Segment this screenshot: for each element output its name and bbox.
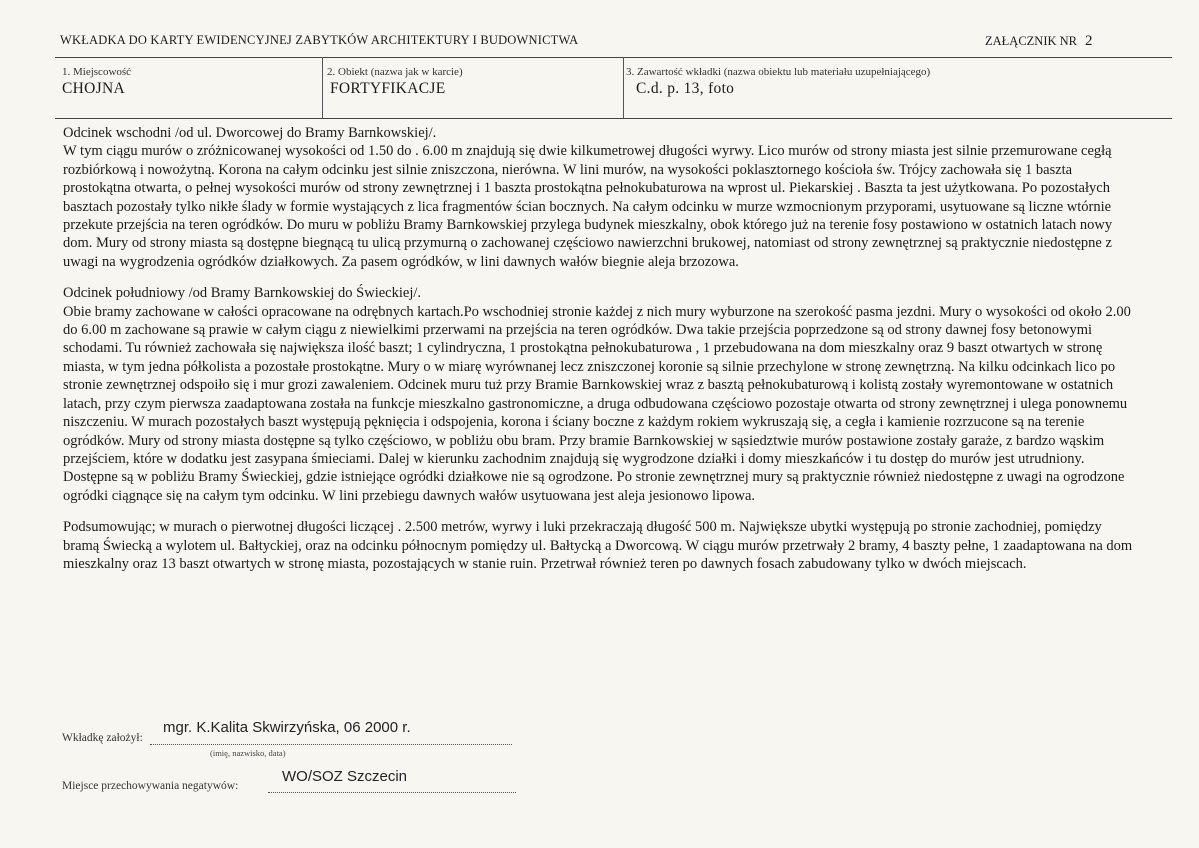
header-bottom-rule xyxy=(55,118,1172,119)
section-heading-south: Odcinek południowy /od Bramy Barnkowskiej do Świeckiej/. xyxy=(63,285,422,302)
document-body xyxy=(63,124,1135,586)
field-value-locality: CHOJNA xyxy=(62,80,125,97)
field-label-contents: 3. Zawartość wkładki (nazwa obiektu lub materiału uzupełniającego) xyxy=(626,66,931,78)
section-text-south: Obie bramy zachowane w całości opracowane na odrębnych kartach.Po wschodniej stronie każdej z nich mury wyburzone na szerokość pasma jezdni. Mury o wysokości od około 2.00 do 6.00 m zachowane są prawie w całym ciągu z niewielkimi przerwami na przejścia na teren ogródków. Dwa takie przejścia poprzedzone są od strony dawnej fosy betonowymi schodami. Tu również zachowała się największa ilość baszt; 1 cylindryczna, 1 prostokątna pełnokubaturowa , 1 przebudowana na dom mieszkalny oraz 9 baszt otwartych w stronę miasta, w tym jedna półkolista a pozostałe prostokątne. Mury o w miarę wyrównanej lecz zniszczonej koronie są silnie przechylone w stronę zewnętrzną. Na kilku odcinkach lico po stronie zewnętrznej odspoiło się i mur grozi zawaleniem. Odcinek muru tuż przy Bramie Barnkowskiej wraz z basztą pełnokubaturową i kolistą zostały wyremontowane w ostatnich latach, przy czym pierwsza zaadaptowana została na funkcje mieszkalno gastronomiczne, a druga odbudowana częściowo pozostaje otwarta od strony zewnętrznej i ulega ponownemu niszczeniu. W murach pozostałych baszt występują pęknięcia i odspojenia, korona i ściany boczne z każdym rokiem wykruszają się, a cegła i kamienie rozrzucone są na terenie ogródków. Mury od strony miasta dostępne są tylko częściowo, w pobliżu obu bram. Przy bramie Barnkowskiej w sąsiedztwie murów postawione zostały garaże, z bardzo wąskim przejściem, które w dodatku jest zasypana śmieciami. Dalej w kierunku zachodnim znajdują się wygrodzone działki i domy mieszkańców i tu dostęp do murów jest utrudniony. Dostępne są w pobliżu Bramy Świeckiej, gdzie istniejące ogródki działkowe nie są ogrodzone. Po stronie zewnętrznej mury są praktycznie również niedostępne z uwagi na ogrodzone ogródki ciągnące się na całym tym odcinku. W lini przebiegu dawnych wałów usytuowana jest aleja jesionowo lipowa. xyxy=(63,303,1131,504)
section-heading-east: Odcinek wschodni /od ul. Dworcowej do Bramy Barnkowskiej/. xyxy=(63,125,437,141)
author-dotted-line xyxy=(150,744,512,745)
field-label-locality: 1. Miejscowość xyxy=(62,66,132,78)
attachment-number xyxy=(985,33,1093,50)
storage-label: Miejsce przechowywania negatywów: xyxy=(62,780,239,792)
attachment-number-value: 2 xyxy=(1085,33,1093,49)
storage-value: WO/SOZ Szczecin xyxy=(282,768,408,785)
document-title: WKŁADKA DO KARTY EWIDENCYJNEJ ZABYTKÓW ARCHITEKTURY I BUDOWNICTWA xyxy=(60,33,579,47)
field-divider-2 xyxy=(623,57,624,118)
header-top-rule xyxy=(55,57,1172,58)
field-label-object: 2. Obiekt (nazwa jak w karcie) xyxy=(327,66,463,78)
field-value-contents: C.d. p. 13, foto xyxy=(636,80,735,97)
author-value: mgr. K.Kalita Skwirzyńska, 06 2000 r. xyxy=(163,719,411,736)
author-label: Wkładkę założył: xyxy=(62,732,143,744)
field-divider-1 xyxy=(322,57,323,118)
storage-dotted-line xyxy=(268,792,516,793)
author-hint: (imię, nazwisko, data) xyxy=(210,748,286,758)
section-text-east: W tym ciągu murów o zróżnicowanej wysokości od 1.50 do . 6.00 m znajdują się dwie kilkumetrowej długości wyrwy. Lico murów od strony miasta jest silnie przemurowane cegłą rozbiórkową i nowożytną. Korona na całym odcinku jest silnie zniszczona, nierówna. W lini murów, na wysokości poklasztornego kościoła św. Trójcy zachowała się 1 baszta prostokątna otwarta, o pełnej wysokości murów od strony zewnętrznej i 1 baszta prostokątna pełnokubaturowa na wprost ul. Piekarskiej . Baszta ta jest użytkowana. Po pozostałych basztach pozostały tylko nikłe ślady w formie wystających z lica fragmentów ścian bocznych. Na całym odcinku w murze wzmocnionym przyporami, usytuowane są liczne wtórnie przekute przejścia na teren ogródków. Do muru w pobliżu Bramy Barnkowskiej przylega budynek mieszkalny, obok którego już na terenie fosy postawiono w ostatnich latach nowy dom. Mury od strony miasta są dostępne biegnącą tu ulicą przymurną o zachowanej częściowo nawierzchni brukowej, natomiast od strony zewnętrznej są praktycznie niedostępne z uwagi na wygrodzenia ogródków działkowych. Za pasem ogródków, w lini dawnych wałów biegnie aleja brzozowa. xyxy=(63,143,1113,270)
section-text-summary: Podsumowując; w murach o pierwotnej długości liczącej . 2.500 metrów, wyrwy i luki przekraczają długość 500 m. Największe ubytki występują po stronie zachodniej, pomiędzy bramą Świecką a wylotem ul. Bałtyckiej, oraz na odcinku północnym pomiędzy ul. Bałtycką a Dworcową. W ciągu murów przetrwały 2 bramy, 4 baszty pełne, 1 zaadaptowana na dom mieszkalny oraz 13 baszt otwartych w stronę miasta, pozostających w stanie ruin. Przetrwał również teren po dawnych fosach zabudowany tylko w dwóch miejscach. xyxy=(63,519,1133,572)
attachment-label: ZAŁĄCZNIK NR xyxy=(985,34,1078,48)
field-value-object: FORTYFIKACJE xyxy=(330,80,446,97)
